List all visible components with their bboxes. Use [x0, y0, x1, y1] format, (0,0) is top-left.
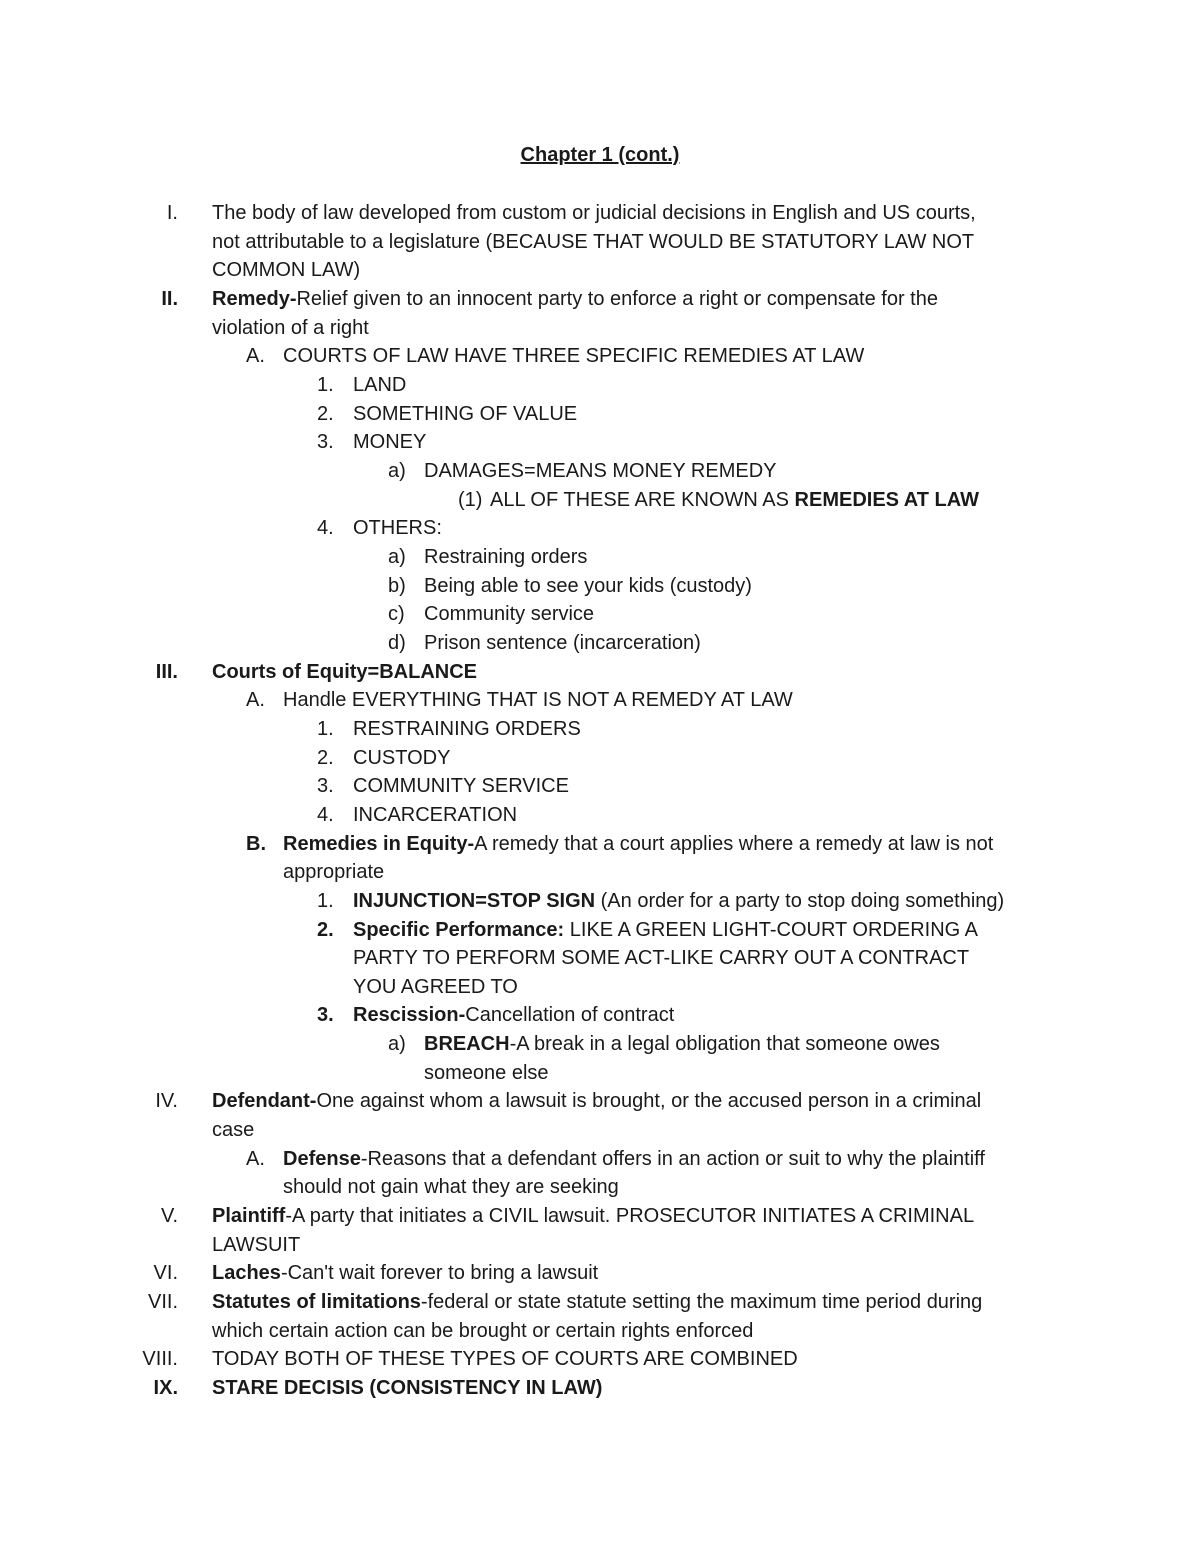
outline-item-text [424, 459, 776, 483]
item-text: One against whom a lawsuit is brought, or the accused person in a criminal [316, 1090, 982, 1113]
outline-item-text [424, 602, 594, 626]
outline-item-text [353, 373, 406, 397]
list-marker: IX. [153, 1377, 178, 1400]
list-marker: A. [246, 689, 265, 712]
item-text: Handle EVERYTHING THAT IS NOT A REMEDY AT LAW [283, 689, 793, 712]
item-text: The body of law developed from custom or judicial decisions in English and US courts, [212, 202, 976, 224]
item-text: Relief given to an innocent party to enforce a right or compensate for the [296, 287, 938, 310]
outline-item-text [212, 1261, 598, 1285]
item-text: which certain action can be brought or certain rights enforced [212, 1319, 754, 1342]
list-marker: 2. [317, 402, 334, 425]
list-marker: VI. [153, 1262, 178, 1285]
item-text: LIKE A GREEN LIGHT-COURT ORDERING A [564, 918, 979, 941]
outline-item-text [353, 975, 518, 999]
outline-item-text [212, 287, 938, 311]
term-bold: Statutes of limitations [212, 1291, 421, 1314]
list-marker: a) [388, 459, 406, 482]
item-text: YOU AGREED TO [353, 975, 518, 998]
item-text: COURTS OF LAW HAVE THREE SPECIFIC REMEDIES AT LAW [283, 345, 865, 368]
term-bold: Defendant- [212, 1090, 317, 1113]
outline-item-text [212, 1233, 300, 1257]
outline-item-text [283, 1175, 619, 1199]
outline-item-text [353, 746, 450, 770]
list-marker: 3. [317, 775, 334, 798]
list-marker: IV. [155, 1090, 178, 1113]
outline-item-text [424, 545, 587, 569]
list-marker: 4. [317, 803, 334, 826]
outline-item-text [283, 1147, 985, 1171]
term-bold: Rescission- [353, 1004, 466, 1027]
list-marker: VIII. [142, 1348, 178, 1371]
item-text: Cancellation of contract [465, 1004, 675, 1027]
item-text: Restraining orders [424, 545, 588, 568]
outline-item-text [353, 889, 1004, 913]
list-marker: (1) [458, 488, 483, 511]
list-marker: c) [388, 603, 405, 626]
list-marker: d) [388, 631, 406, 654]
list-marker: A. [246, 345, 265, 368]
outline-item-text [212, 1290, 982, 1314]
outline-item-text [424, 1061, 549, 1085]
list-marker: b) [388, 574, 406, 597]
list-marker: A. [246, 1147, 265, 1170]
outline-item-text [353, 774, 569, 798]
item-text: LAND [353, 373, 407, 396]
item-text: CUSTODY [353, 746, 451, 769]
item-text: case [212, 1119, 255, 1142]
item-text: TODAY BOTH OF THESE TYPES OF COURTS ARE COMBINED [212, 1348, 798, 1371]
emphasis-bold: REMEDIES AT LAW [794, 488, 979, 511]
item-text: RESTRAINING ORDERS [353, 717, 581, 740]
item-text: OTHERS: [353, 517, 442, 540]
item-text: not attributable to a legislature (BECAUSE THAT WOULD BE STATUTORY LAW NOT [212, 230, 975, 253]
outline-item-text [212, 230, 974, 254]
item-text: -A party that initiates a CIVIL lawsuit. PROSECUTOR INITIATES A CRIMINAL [285, 1205, 975, 1228]
item-text: -Reasons that a defendant offers in an action or suit to why the plaintiff [360, 1147, 985, 1170]
outline-item-text [424, 574, 752, 598]
term-bold: Courts of Equity=BALANCE [212, 660, 477, 683]
outline-item-text [353, 717, 581, 741]
item-text: ALL OF THESE ARE KNOWN AS [490, 488, 795, 511]
outline-item-text [424, 631, 701, 655]
list-marker: 4. [317, 517, 334, 540]
outline-item-text [212, 1347, 798, 1371]
list-marker: II. [161, 287, 178, 310]
list-marker: 3. [317, 1004, 334, 1027]
list-marker: B. [246, 832, 266, 855]
item-text: LAWSUIT [212, 1233, 301, 1256]
outline-item-text [212, 660, 477, 684]
outline-item-text [283, 344, 864, 368]
term-bold: Remedy- [212, 287, 297, 310]
page-title: Chapter 1 (cont.) [520, 144, 680, 166]
outline-item-text [353, 946, 969, 970]
outline-item-text [283, 688, 793, 712]
list-marker: I. [166, 202, 178, 224]
item-text: Being able to see your kids (custody) [424, 574, 752, 597]
outline-item-text [212, 1118, 254, 1142]
item-text: -Can't wait forever to bring a lawsuit [280, 1262, 599, 1285]
item-text: Prison sentence (incarceration) [424, 631, 701, 654]
term-bold: Laches [212, 1262, 281, 1285]
term-bold: Defense [283, 1147, 361, 1170]
list-marker: 2. [317, 918, 334, 941]
list-marker: 1. [317, 717, 334, 740]
list-marker: a) [388, 1033, 406, 1056]
outline-item-text [212, 1376, 602, 1400]
item-text: COMMON LAW) [212, 259, 361, 282]
item-text: SOMETHING OF VALUE [353, 402, 578, 425]
item-text: INCARCERATION [353, 803, 518, 826]
item-text: MONEY [353, 431, 427, 454]
term-bold: BREACH [424, 1033, 510, 1056]
list-marker: 1. [317, 373, 334, 396]
outline-item-text [283, 860, 384, 884]
outline-item-text [212, 1204, 974, 1228]
outline-item-text [490, 488, 979, 512]
outline-item-text [212, 1089, 981, 1113]
list-marker: 1. [317, 889, 334, 912]
list-marker: a) [388, 545, 406, 568]
term-bold: Plaintiff [212, 1205, 286, 1228]
list-marker: V. [160, 1205, 178, 1228]
term-bold: INJUNCTION=STOP SIGN [353, 889, 596, 912]
item-text: COMMUNITY SERVICE [353, 775, 569, 798]
item-text: A remedy that a court applies where a remedy at law is not [474, 832, 994, 855]
list-marker: 2. [317, 746, 334, 769]
item-text: Community service [424, 603, 595, 626]
outline-item-text [353, 918, 978, 942]
item-text: -federal or state statute setting the maximum time period during [420, 1291, 983, 1314]
list-marker: 3. [317, 431, 334, 454]
outline-item-text [353, 402, 577, 426]
outline-item-text [212, 316, 369, 340]
item-text: should not gain what they are seeking [283, 1176, 619, 1199]
outline-item-text [424, 1032, 940, 1056]
outline-item-text [283, 832, 993, 856]
item-text: violation of a right [212, 316, 369, 339]
item-text: someone else [424, 1061, 549, 1084]
outline-item-text [353, 1003, 674, 1027]
term-bold: STARE DECISIS (CONSISTENCY IN LAW) [212, 1377, 603, 1400]
list-marker: VII. [147, 1291, 178, 1314]
item-text: DAMAGES=MEANS MONEY REMEDY [424, 459, 777, 482]
term-bold: Remedies in Equity- [283, 832, 475, 855]
item-text: (An order for a party to stop doing something) [595, 889, 1005, 912]
term-bold: Specific Performance: [353, 918, 565, 941]
outline-item-text [353, 803, 517, 827]
item-text: -A break in a legal obligation that someone owes [509, 1033, 940, 1056]
list-marker: III. [155, 660, 178, 683]
outline-item-text [353, 430, 426, 454]
outline-item-text [212, 1319, 753, 1343]
outline-item-text [212, 258, 360, 282]
outline-item-text [353, 516, 442, 540]
item-text: PARTY TO PERFORM SOME ACT-LIKE CARRY OUT A CONTRACT [353, 947, 970, 970]
outline-item-text [212, 201, 976, 225]
item-text: appropriate [283, 861, 385, 884]
